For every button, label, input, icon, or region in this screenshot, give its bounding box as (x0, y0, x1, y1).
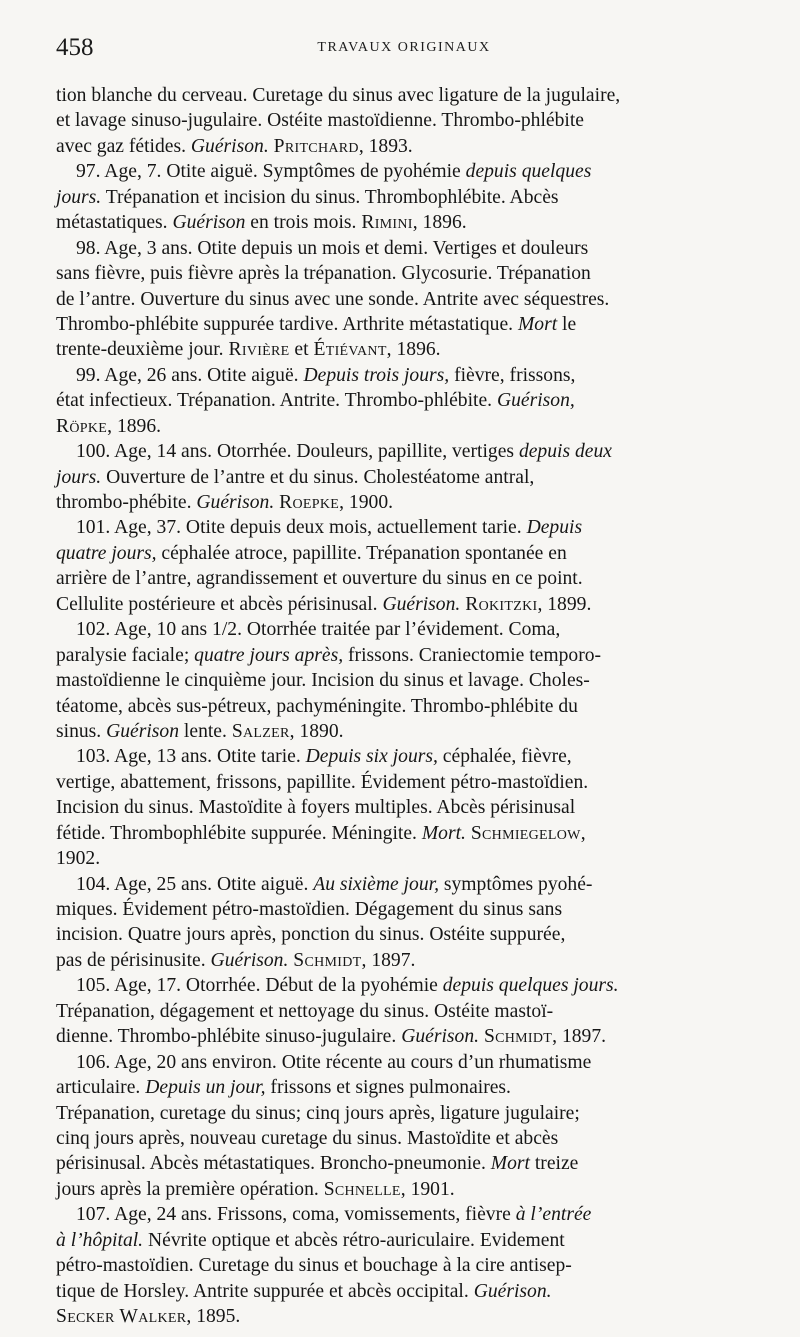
text-run: , 1897. (361, 949, 416, 971)
text-run: mastoïdienne le cinquième jour. Incision du sinus et lavage. Choles- (56, 670, 590, 692)
text-run: sinus. (56, 720, 107, 742)
text-run: lente. (179, 720, 232, 742)
text-run: 105. Age, 17. Otorrhée. Début de la pyohémie (76, 975, 443, 997)
text-run: Cellulite postérieure et abcès périsinusal. (56, 593, 383, 615)
text-line (56, 846, 746, 871)
text-run: frissons et signes pulmonaires. (265, 1077, 511, 1099)
author-name: Schmidt (293, 949, 362, 971)
text-run: céphalée, fièvre, (437, 746, 572, 768)
italic-text: jours. (56, 466, 102, 488)
text-run: articulaire. (56, 1077, 146, 1099)
text-line (56, 566, 746, 591)
text-run: métastatiques. (56, 212, 173, 234)
text-line (56, 872, 746, 897)
italic-text: Guérison. (210, 949, 289, 971)
text-line (56, 261, 746, 286)
text-run: tion blanche du cerveau. Curetage du sinus avec ligature de la jugulaire, (56, 85, 621, 106)
text-line (56, 108, 746, 133)
text-run: , 1896. (412, 212, 467, 234)
text-run: Incision du sinus. Mastoïdite à foyers multiples. Abcès périsinusal (56, 797, 576, 819)
italic-text: à l’entrée (515, 1204, 592, 1226)
text-line (56, 1126, 746, 1151)
text-run: céphalée atroce, papillite. Trépanation spontanée en (156, 542, 567, 564)
italic-text: Guérison. (190, 135, 269, 157)
text-line (56, 795, 746, 820)
text-line (56, 770, 746, 795)
italic-text: Mort (517, 313, 558, 335)
author-name: Roepke (279, 492, 340, 513)
text-run: Ouverture de l’antre et du sinus. Cholestéatome antral, (101, 466, 535, 488)
author-name: Secker Walker (56, 1306, 187, 1327)
text-line (56, 388, 746, 413)
text-line (56, 363, 746, 388)
text-run: le (557, 313, 577, 335)
text-line (56, 1024, 746, 1049)
text-line (56, 1075, 746, 1100)
italic-text: Guérison (172, 212, 246, 234)
text-line (56, 337, 746, 362)
text-line (56, 668, 746, 693)
text-run: symptômes pyohé- (438, 873, 593, 895)
text-line (56, 287, 746, 312)
text-run: Trépanation et incision du sinus. Thrombophlébite. Abcès (101, 186, 559, 208)
text-run: , (580, 822, 586, 844)
text-run: , 1899. (537, 593, 592, 615)
text-line (56, 1228, 746, 1253)
text-line (56, 1202, 746, 1227)
italic-text: Depuis (526, 517, 583, 539)
text-run: 103. Age, 13 ans. Otite tarie. (76, 746, 306, 768)
author-name: Rokitzki (465, 593, 538, 615)
text-run: périsinusal. Abcès métastatiques. Broncho-pneumonie. (56, 1153, 491, 1175)
text-run: 101. Age, 37. Otite depuis deux mois, actuellement tarie. (76, 517, 527, 539)
text-run: de l’antre. Ouverture du sinus avec une sonde. Antrite avec séquestres. (56, 288, 610, 310)
text-run: sans fièvre, puis fièvre après la trépanation. Glycosurie. Trépanation (56, 263, 591, 285)
text-line (56, 159, 746, 184)
text-line (56, 744, 746, 769)
italic-text: jours. (56, 186, 102, 208)
text-line (56, 948, 746, 973)
text-line (56, 821, 746, 846)
text-run: , 1897. (552, 1026, 607, 1048)
text-run: Thrombo-phlébite suppurée tardive. Arthrite métastatique. (56, 313, 518, 335)
text-line (56, 541, 746, 566)
italic-text: Guérison. (382, 593, 461, 615)
author-name: Röpke (56, 415, 108, 437)
italic-text: Au sixième jour, (313, 873, 439, 895)
text-run: treize (529, 1153, 579, 1175)
text-line (56, 719, 746, 744)
text-run: incision. Quatre jours après, ponction du sinus. Ostéite suppurée, (56, 924, 566, 946)
italic-text: quatre jours, (56, 542, 157, 564)
page-number: 458 (56, 34, 94, 61)
italic-text: quatre jours après, (194, 644, 344, 666)
text-run: état infectieux. Trépanation. Antrite. Thrombo-phlébite. (56, 390, 497, 412)
page-header (56, 34, 752, 62)
italic-text: depuis deux (518, 441, 612, 463)
text-run: 107. Age, 24 ans. Frissons, coma, vomissements, fièvre (76, 1204, 516, 1226)
text-line (56, 617, 746, 642)
text-run: , 1890. (289, 720, 344, 742)
text-line (56, 1304, 746, 1329)
text-line (56, 490, 746, 515)
text-line (56, 185, 746, 210)
italic-text: Guérison. (473, 1280, 552, 1302)
author-name: Schmidt (483, 1026, 553, 1048)
text-run: , 1896. (386, 339, 441, 361)
text-run: , 1895. (186, 1306, 241, 1327)
text-run: thrombo-phébite. (56, 492, 197, 513)
italic-text: Depuis six jours, (305, 746, 438, 768)
text-line (56, 643, 746, 668)
italic-text: Depuis un jour, (145, 1077, 266, 1099)
text-run: tique de Horsley. Antrite suppurée et abcès occipital. (56, 1280, 474, 1302)
italic-text: depuis quelques (465, 161, 592, 183)
italic-text: Mort (490, 1153, 530, 1175)
author-name: Rimini (361, 212, 413, 234)
text-run: Trépanation, dégagement et nettoyage du sinus. Ostéite mastoï- (56, 1000, 554, 1022)
text-line (56, 1177, 746, 1202)
text-run: 102. Age, 10 ans 1/2. Otorrhée traitée par l’évidement. Coma, (76, 619, 561, 641)
text-run: cinq jours après, nouveau curetage du sinus. Mastoïdite et abcès (56, 1127, 559, 1149)
italic-text: Guérison. (401, 1026, 480, 1048)
italic-text: depuis quelques jours. (442, 975, 619, 997)
text-run: trente-deuxième jour. (56, 339, 229, 361)
text-run: jours après la première opération. (56, 1178, 324, 1200)
text-run: , 1901. (400, 1178, 455, 1200)
text-run: fétide. Thrombophlébite suppurée. Méningite. (56, 822, 422, 844)
text-line (56, 592, 746, 617)
text-line (56, 973, 746, 998)
text-line (56, 134, 746, 159)
text-line (56, 414, 746, 439)
text-run: miques. Évidement pétro-mastoïdien. Dégagement du sinus sans (56, 899, 563, 920)
text-line (56, 1253, 746, 1278)
text-run: 100. Age, 14 ans. Otorrhée. Douleurs, papillite, vertiges (76, 441, 519, 463)
text-run: , 1896. (107, 415, 162, 437)
text-run: fièvre, frissons, (449, 364, 576, 386)
text-line (56, 1151, 746, 1176)
text-run: , 1900. (339, 492, 394, 513)
text-run: , 1893. (358, 135, 413, 157)
author-name: Étiévant (313, 339, 387, 361)
italic-text: à l’hôpital. (56, 1229, 144, 1251)
running-head: TRAVAUX ORIGINAUX (317, 40, 491, 55)
text-run: 1902. (56, 848, 101, 870)
text-run: arrière de l’antre, agrandissement et ouverture du sinus en ce point. (56, 568, 583, 590)
text-run: 106. Age, 20 ans environ. Otite récente au cours d’un rhumatisme (76, 1051, 592, 1073)
author-name: Schnelle (323, 1178, 401, 1200)
text-run: en trois mois. (245, 212, 362, 234)
author-name: Rivière (228, 339, 290, 361)
text-line (56, 236, 746, 261)
text-line (56, 83, 746, 108)
text-line (56, 922, 746, 947)
text-line (56, 1050, 746, 1075)
text-run: et (289, 339, 314, 361)
italic-text: Guérison (106, 720, 180, 742)
text-run: vertige, abattement, frissons, papillite. Évidement pétro-mastoïdien. (56, 771, 589, 793)
text-run: et lavage sinuso-jugulaire. Ostéite mastoïdienne. Thrombo-phlébite (56, 110, 584, 132)
text-line (56, 694, 746, 719)
text-run: Trépanation, curetage du sinus; cinq jours après, ligature jugulaire; (56, 1102, 580, 1124)
author-name: Pritchard (273, 135, 359, 157)
italic-text: Depuis trois jours, (303, 364, 450, 386)
text-line (56, 515, 746, 540)
text-run: pas de périsinusite. (56, 949, 211, 971)
author-name: Salzer (231, 720, 290, 742)
text-run: 104. Age, 25 ans. Otite aiguë. (76, 873, 314, 895)
text-run: frissons. Craniectomie temporo- (343, 644, 602, 666)
text-run: dienne. Thrombo-phlébite sinuso-jugulaire. (56, 1026, 402, 1048)
text-line (56, 1279, 746, 1304)
text-run: pétro-mastoïdien. Curetage du sinus et bouchage à la cire antisep- (56, 1255, 572, 1277)
text-line (56, 439, 746, 464)
case-reports-text (56, 83, 746, 1329)
text-run: Névrite optique et abcès rétro-auriculaire. Evidement (143, 1229, 565, 1251)
text-run: avec gaz fétides. (56, 135, 191, 157)
text-run: paralysie faciale; (56, 644, 195, 666)
text-line (56, 312, 746, 337)
author-name: Schmiegelow (470, 822, 581, 844)
text-run: téatome, abcès sus-pétreux, pachyméningite. Thrombo-phlébite du (56, 695, 578, 717)
text-line (56, 465, 746, 490)
text-line (56, 210, 746, 235)
italic-text: Guérison, (496, 390, 575, 412)
italic-text: Guérison. (196, 492, 275, 513)
text-run: 97. Age, 7. Otite aiguë. Symptômes de pyohémie (76, 161, 466, 183)
text-line (56, 1101, 746, 1126)
italic-text: Mort. (421, 822, 466, 844)
text-line (56, 897, 746, 922)
text-run: 99. Age, 26 ans. Otite aiguë. (76, 364, 304, 386)
text-line (56, 999, 746, 1024)
text-run: 98. Age, 3 ans. Otite depuis un mois et demi. Vertiges et douleurs (76, 237, 589, 259)
